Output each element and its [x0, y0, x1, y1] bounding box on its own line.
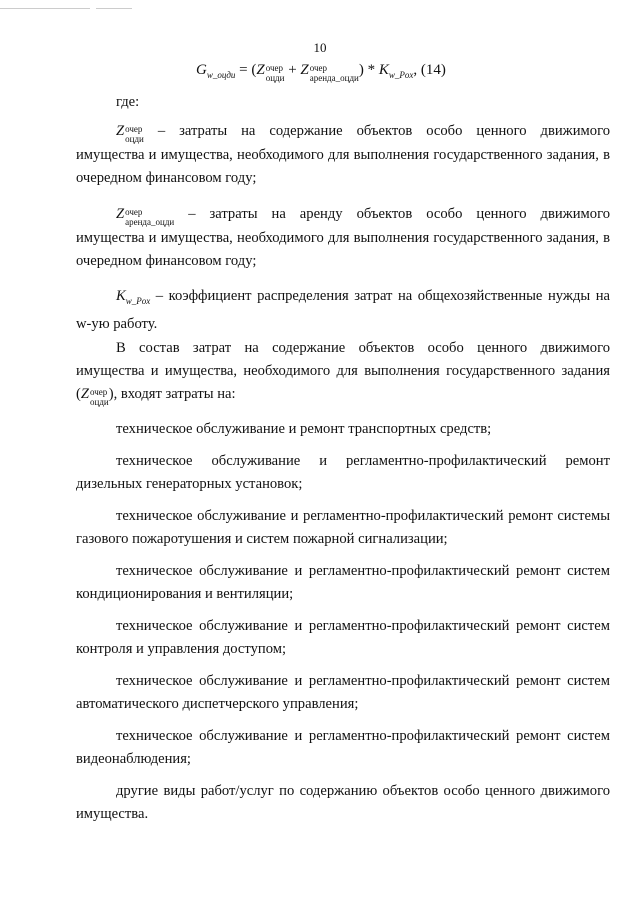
intro-symbol: Z: [80, 386, 89, 402]
formula-z2: Z: [300, 62, 309, 78]
def1-indices: [125, 124, 144, 144]
formula-plus: +: [288, 62, 297, 78]
intro-sup: очер: [90, 387, 108, 397]
intro-after: ), входят затраты на:: [108, 386, 236, 402]
intro-line3: [76, 383, 610, 407]
formula-z1-indices: [266, 63, 285, 83]
def1-sub: оцди: [125, 134, 144, 144]
formula-lhs-subscript: w_оцди: [206, 70, 236, 80]
intro-line1: В состав затрат на содержание объектов особо ценного движимого: [116, 340, 610, 356]
def-k-paragraph: [76, 285, 610, 336]
formula-14: [196, 62, 446, 83]
def2-rest: имущества и имущества, необходимого для выполнения государственного задания, в очередном финансовом году;: [76, 230, 610, 269]
def1-first-line: – затраты на содержание объектов особо ценного движимого: [157, 123, 610, 139]
page-number: 10: [313, 40, 327, 55]
list-item: техническое обслуживание и регламентно-профилактический ремонт дизельных генераторных установок;: [76, 453, 610, 492]
scan-edge-line: [0, 8, 90, 9]
list-item: техническое обслуживание и регламентно-профилактический ремонт систем автоматического диспетчерского управления;: [76, 673, 610, 712]
def1-symbol: Z: [116, 123, 125, 139]
def2-symbol: Z: [116, 206, 125, 222]
formula-k: K: [378, 62, 389, 78]
list-item: техническое обслуживание и ремонт транспортных средств;: [116, 421, 492, 437]
intro-paragraph: [76, 337, 610, 407]
formula-z1-sub: оцди: [265, 73, 285, 83]
intro-sub: оцди: [90, 397, 109, 407]
def-k-symbol: K: [116, 288, 126, 304]
list-item: техническое обслуживание и регламентно-профилактический ремонт системы газового пожаротушения и систем пожарной сигнализации;: [76, 508, 610, 547]
def2-sub: аренда_оцди: [125, 217, 175, 227]
cost-items-list: [76, 418, 610, 835]
list-item: техническое обслуживание и регламентно-профилактический ремонт систем кондиционирования и вентиляции;: [76, 563, 610, 602]
intro-line2: имущества и имущества, необходимого для выполнения государственного задания: [76, 363, 610, 379]
def2-first-line: – затраты на аренду объектов особо ценного движимого: [188, 206, 610, 222]
def2-indices: [125, 207, 174, 227]
formula-z2-sub: аренда_оцди: [309, 73, 359, 83]
def-k-text: – коэффициент распределения затрат на общехозяйственные нужды на w-ую работу.: [76, 288, 610, 332]
list-item: техническое обслуживание и регламентно-профилактический ремонт систем контроля и управления доступом;: [76, 618, 610, 657]
scan-edge-line: [96, 8, 132, 9]
list-item: другие виды работ/услуг по содержанию объектов особо ценного движимого имущества.: [76, 783, 610, 822]
def1-sup: очер: [125, 124, 143, 134]
formula-z1: Z: [256, 62, 265, 78]
intro-indices: [90, 387, 109, 407]
formula-close: ) *: [358, 62, 376, 78]
definition-z-ocdi: [76, 120, 610, 190]
definition-k: [76, 285, 610, 336]
list-item: техническое обслуживание и регламентно-профилактический ремонт систем видеонаблюдения;: [76, 728, 610, 767]
formula-number: , (14): [413, 62, 446, 78]
formula-lhs-symbol: G: [196, 62, 207, 78]
formula-z1-sup: очер: [265, 63, 284, 73]
def2-sup: очер: [125, 207, 143, 217]
formula-equals: = (: [239, 62, 257, 78]
formula-k-subscript: w_Pox: [388, 70, 414, 80]
def-k-subscript: w_Pox: [125, 296, 151, 306]
definition-z-arenda: [76, 203, 610, 273]
formula-z2-indices: [310, 63, 359, 83]
intro-paren: (: [76, 386, 81, 402]
formula-z2-sup: очер: [309, 63, 328, 73]
def1-rest: имущества и имущества, необходимого для выполнения государственного задания, в очередном финансовом году;: [76, 147, 610, 186]
where-label: где:: [116, 94, 140, 110]
